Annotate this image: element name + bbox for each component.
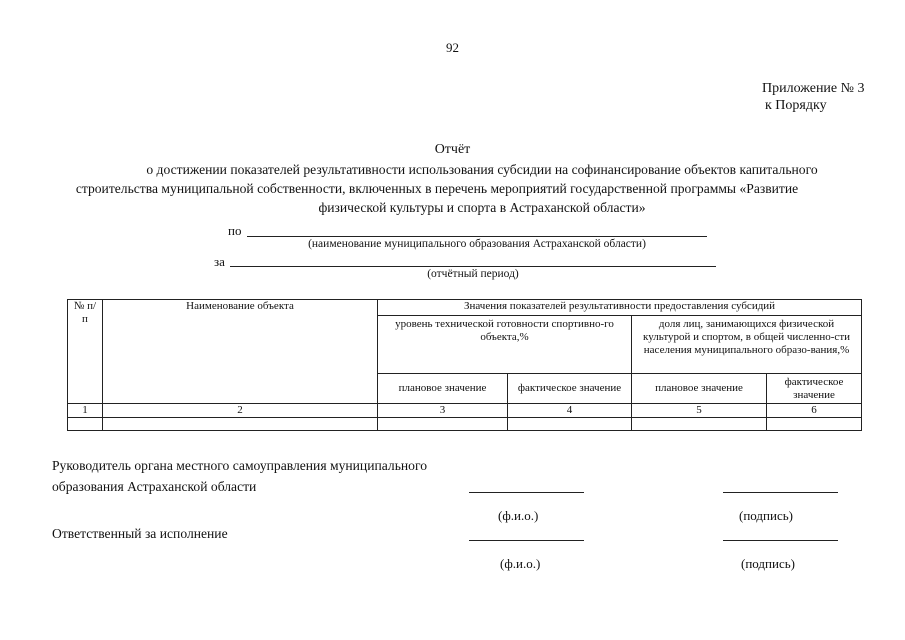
responsible-signature-line[interactable] — [723, 540, 838, 541]
po-caption: (наименование муниципального образования Астраханской области) — [308, 238, 646, 250]
col-header-indicator-share: доля лиц, занимающихся физической культурой и спортом, в общей численно-сти населения муниципального образо-вания,% — [632, 316, 862, 374]
report-title: Отчёт — [434, 142, 471, 157]
subtitle-line-3: физической культуры и спорта в Астраханской области» — [318, 200, 646, 215]
appendix-line-2: к Порядку — [765, 98, 827, 113]
po-label: по — [228, 223, 242, 238]
table-cell[interactable] — [378, 418, 508, 431]
col-header-planned-2: плановое значение — [632, 374, 767, 404]
head-signatory-line-1: Руководитель органа местного самоуправления муниципального — [52, 458, 427, 473]
appendix-line-1: Приложение № 3 — [762, 81, 865, 96]
subtitle-line-1: о достижении показателей результативности использования субсидии на софинансирование объектов капитального — [146, 162, 818, 177]
responsible-signature-caption: (подпись) — [741, 556, 795, 571]
col-header-indicators-group: Значения показателей результативности предоставления субсидий — [378, 300, 862, 316]
head-signature-line[interactable] — [723, 492, 838, 493]
column-number-5: 5 — [632, 404, 767, 418]
head-signature-caption: (подпись) — [739, 508, 793, 523]
za-label: за — [214, 254, 225, 269]
col-header-indicator-readiness: уровень технической готовности спортивно-го объекта,% — [378, 316, 632, 374]
column-number-4: 4 — [508, 404, 632, 418]
za-field-line[interactable] — [230, 266, 716, 267]
column-number-2: 2 — [103, 404, 378, 418]
report-table — [67, 299, 862, 431]
col-header-number-text: № п/п — [73, 300, 97, 325]
po-field-line[interactable] — [247, 236, 707, 237]
responsible-fio-caption: (ф.и.о.) — [500, 556, 541, 571]
table-cell[interactable] — [632, 418, 767, 431]
head-signatory-label — [52, 455, 427, 497]
col-header-actual-2: фактическое значение — [767, 374, 862, 404]
column-number-3: 3 — [378, 404, 508, 418]
report-subtitle — [75, 160, 872, 217]
za-caption: (отчётный период) — [427, 268, 519, 280]
col-header-planned-1: плановое значение — [378, 374, 508, 404]
table-cell[interactable] — [103, 418, 378, 431]
subtitle-line-2: строительства муниципальной собственности, включенных в перечень мероприятий государственной программы «Развитие — [75, 181, 799, 196]
column-number-6: 6 — [767, 404, 862, 418]
col-header-actual-1: фактическое значение — [508, 374, 632, 404]
responsible-fio-line[interactable] — [469, 540, 584, 541]
col-header-number — [68, 300, 103, 404]
page-number: 92 — [446, 40, 459, 55]
table-cell[interactable] — [767, 418, 862, 431]
column-number-1: 1 — [68, 404, 103, 418]
responsible-label: Ответственный за исполнение — [52, 526, 228, 541]
head-signatory-line-2: образования Астраханской области — [52, 479, 257, 494]
head-fio-caption: (ф.и.о.) — [498, 508, 539, 523]
head-fio-line[interactable] — [469, 492, 584, 493]
table-row — [68, 418, 862, 431]
table-cell[interactable] — [508, 418, 632, 431]
appendix-note — [762, 80, 865, 114]
table-cell[interactable] — [68, 418, 103, 431]
col-header-object-name: Наименование объекта — [103, 300, 378, 404]
